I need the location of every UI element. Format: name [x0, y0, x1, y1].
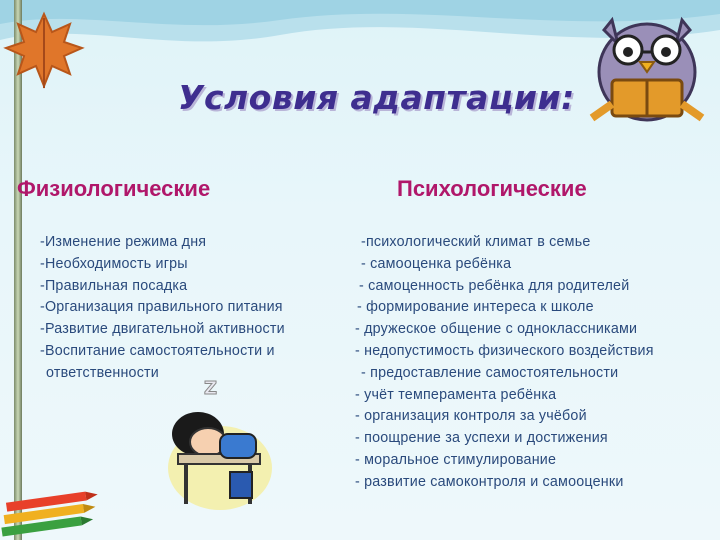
- psychological-list: [355, 232, 715, 494]
- list-item: -Изменение режима дня: [40, 234, 207, 250]
- owl-reading-book-icon: [582, 0, 712, 130]
- list-item: -Организация правильного питания: [40, 299, 283, 316]
- autumn-leaf-icon: [2, 8, 86, 92]
- list-item: -Воспитание самостоятельности и: [40, 342, 275, 359]
- page-title: Условия адаптации:: [178, 78, 575, 117]
- list-item: -Правильная посадка: [40, 277, 188, 294]
- crayons-icon: [0, 488, 110, 540]
- list-item: - формирование интереса к школе: [357, 299, 594, 316]
- list-item: - дружеское общение с одноклассниками: [355, 321, 638, 338]
- list-item: - самооценка ребёнка: [361, 255, 512, 272]
- sleeping-child-icon: [158, 372, 278, 512]
- list-item: - развитие самоконтроля и самооценки: [355, 473, 624, 490]
- list-item: - моральное стимулирование: [355, 451, 557, 468]
- list-item: - предоставление самостоятельности: [361, 364, 619, 381]
- list-item: - организация контроля за учёбой: [355, 408, 587, 425]
- list-item: - недопустимость физического воздействия: [355, 342, 654, 359]
- list-item: -психологический климат в семье: [361, 234, 591, 250]
- sleep-z-letter: Z: [204, 378, 218, 399]
- psychological-heading: Психологические: [397, 176, 587, 201]
- list-item: ответственности: [46, 364, 159, 381]
- list-item: - учёт темперамента ребёнка: [355, 386, 557, 403]
- physiological-list: [40, 232, 340, 385]
- physiological-heading: Физиологические: [17, 176, 211, 201]
- list-item: -Необходимость игры: [40, 255, 188, 272]
- list-item: - поощрение за успехи и достижения: [355, 430, 608, 447]
- list-item: - самоценность ребёнка для родителей: [359, 277, 630, 294]
- list-item: -Развитие двигательной активности: [40, 321, 285, 338]
